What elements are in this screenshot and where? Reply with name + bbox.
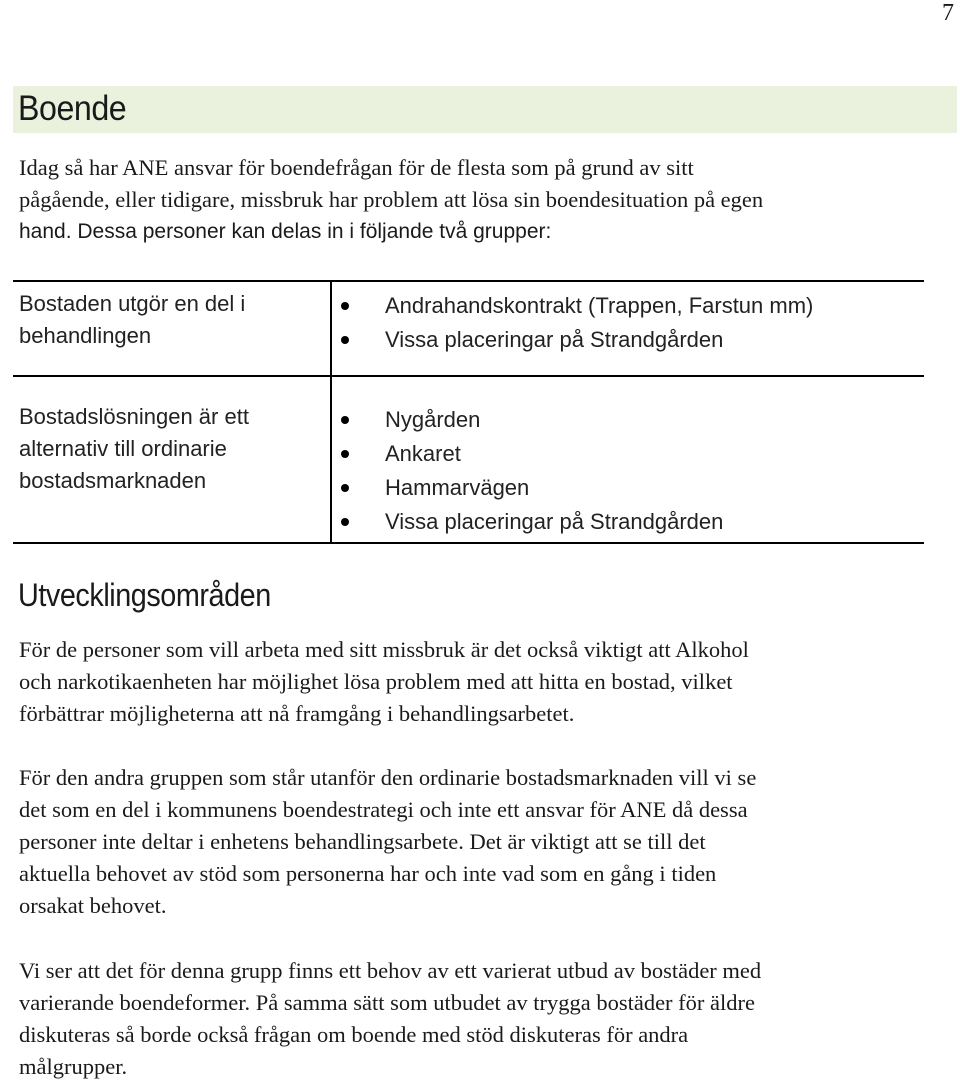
paragraph-line: Vi ser att det för denna grupp finns ett behov av ett varierat utbud av bostäder med (19, 958, 762, 983)
list-item (335, 323, 813, 357)
page-number: 7 (942, 0, 954, 26)
bullet-icon (341, 416, 349, 424)
list-item (335, 471, 723, 505)
paragraph-line: aktuella behovet av stöd som personerna har och inte vad som en gång i tiden (19, 861, 717, 886)
paragraph-line: det som en del i kommunens boendestrategi och inte ett ansvar för ANE då dessa (19, 797, 748, 822)
housing-groups-table (13, 280, 924, 544)
paragraph-line: personer inte deltar i enhetens behandlingsarbete. Det är viktigt att se till det (19, 829, 706, 854)
intro-line-1: Idag så har ANE ansvar för boendefrågan för de flesta som på grund av sitt (19, 155, 694, 180)
bullet-icon (341, 450, 349, 458)
intro-paragraph (19, 152, 763, 248)
list-item (335, 437, 723, 471)
table-row-1-label-line-1: Bostaden utgör en del i (19, 291, 246, 316)
table-row-2-list (335, 403, 723, 539)
paragraph-line: diskuteras så borde också frågan om boende med stöd diskuteras för andra (19, 1022, 689, 1047)
list-item-text: Vissa placeringar på Strandgården (385, 509, 724, 534)
paragraph-line: varierande boendeformer. På samma sätt som utbudet av trygga bostäder för äldre (19, 990, 755, 1015)
bullet-icon (341, 336, 349, 344)
list-item-text: Nygården (385, 407, 481, 432)
list-item (335, 403, 723, 437)
table-top-rule (13, 280, 924, 282)
intro-line-3: hand. Dessa personer kan delas in i följande två grupper: (19, 220, 552, 243)
list-item-text: Vissa placeringar på Strandgården (385, 327, 724, 352)
paragraph-line: För de personer som vill arbeta med sitt missbruk är det också viktigt att Alkohol (19, 637, 749, 662)
table-bottom-rule (13, 542, 924, 544)
table-middle-rule (13, 375, 924, 377)
table-row-1-label (19, 288, 245, 352)
bullet-icon (341, 518, 349, 526)
table-row-2-label-line-1: Bostadslösningen är ett (19, 404, 249, 429)
intro-line-2: pågående, eller tidigare, missbruk har problem att lösa sin boendesituation på egen (19, 187, 764, 212)
table-column-divider (330, 280, 332, 544)
section-heading-boende: Boende (18, 89, 127, 128)
section-heading-utvecklingsomraden: Utvecklingsområden (18, 577, 271, 613)
list-item-text: Andrahandskontrakt (Trappen, Farstun mm) (385, 293, 814, 318)
list-item (335, 289, 813, 323)
bullet-icon (341, 484, 349, 492)
list-item-text: Ankaret (385, 441, 461, 466)
paragraph-line: förbättrar möjligheterna att nå framgång i behandlingsarbetet. (19, 701, 575, 726)
paragraph-line: För den andra gruppen som står utanför den ordinarie bostadsmarknaden vill vi se (19, 765, 757, 790)
table-row-2-label (19, 401, 249, 497)
paragraph-line: och narkotikaenheten har möjlighet lösa problem med att hitta en bostad, vilket (19, 669, 733, 694)
table-row-2-label-line-2: alternativ till ordinarie (19, 436, 227, 461)
paragraph-line: orsakat behovet. (19, 893, 167, 918)
bullet-icon (341, 302, 349, 310)
table-row-2-label-line-3: bostadsmarknaden (19, 468, 207, 493)
body-paragraph-3 (19, 955, 761, 1083)
body-paragraph-1 (19, 634, 749, 730)
paragraph-line: målgrupper. (19, 1054, 128, 1079)
list-item (335, 505, 723, 539)
list-item-text: Hammarvägen (385, 475, 530, 500)
body-paragraph-2 (19, 762, 756, 922)
table-row-1-label-line-2: behandlingen (19, 323, 152, 348)
heading-background-bar (13, 86, 957, 133)
table-row-1-list (335, 289, 813, 357)
